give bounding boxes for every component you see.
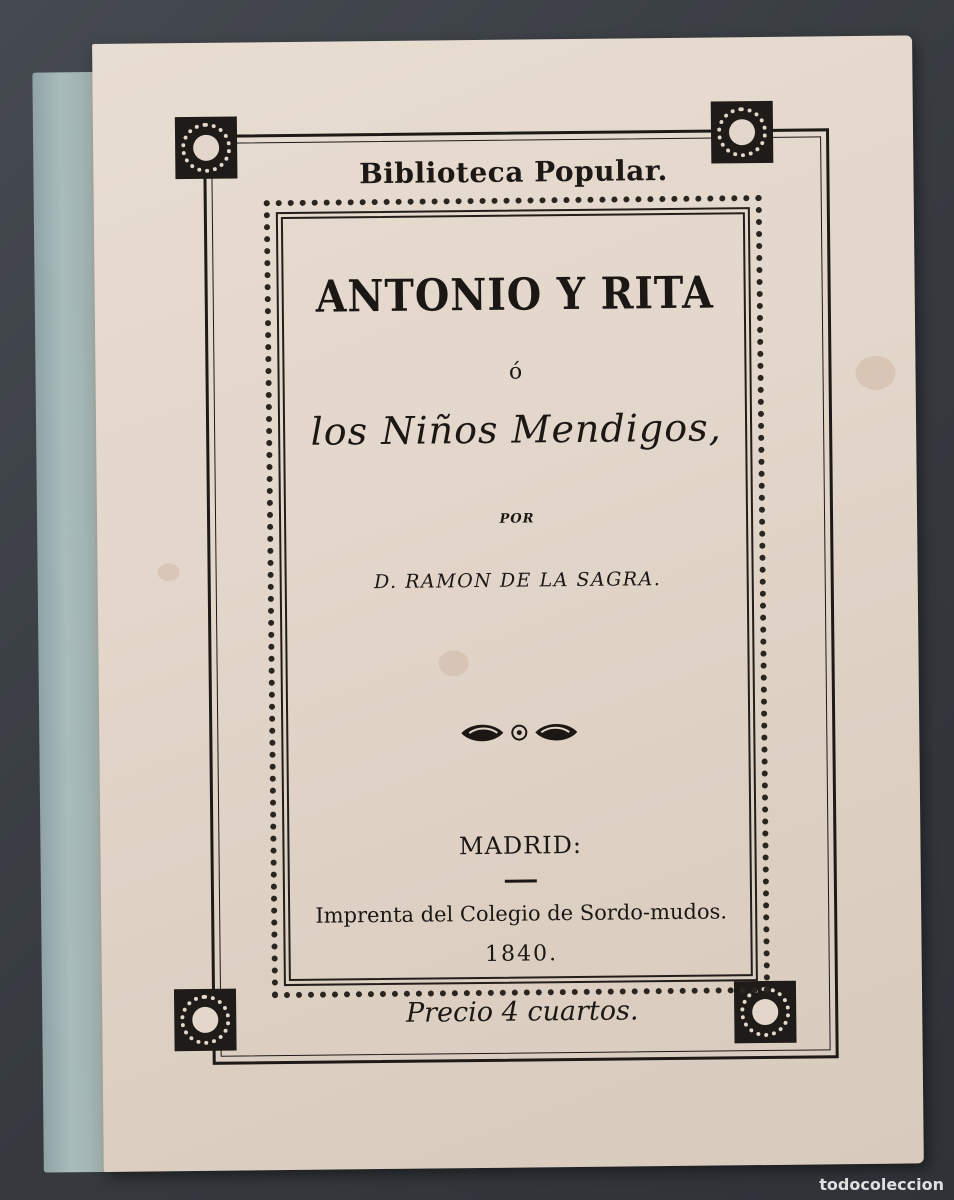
book-title: ANTONIO Y RITA bbox=[315, 267, 714, 323]
book bbox=[32, 35, 926, 1182]
price-label: Precio 4 cuartos. bbox=[405, 995, 639, 1029]
imprint-year: 1840. bbox=[484, 941, 559, 967]
stain bbox=[158, 563, 180, 581]
divider bbox=[505, 879, 537, 882]
imprint-city: MADRID: bbox=[458, 830, 583, 861]
byline-label: POR bbox=[499, 511, 535, 527]
book-subtitle: los Niños Mendigos, bbox=[310, 405, 722, 454]
series-band bbox=[223, 137, 804, 209]
series-title: Biblioteca Popular. bbox=[358, 154, 668, 191]
imprint-printer: Imprenta del Colegio de Sordo-mudos. bbox=[315, 899, 728, 928]
corner-medallion-bottom-left bbox=[174, 989, 237, 1052]
inner-ornamental-frame bbox=[276, 207, 758, 986]
price-band bbox=[232, 975, 813, 1051]
author-name: D. RAMON DE LA SAGRA. bbox=[373, 568, 662, 594]
title-conjunction: ó bbox=[508, 359, 523, 385]
book-cover bbox=[92, 35, 924, 1172]
stain bbox=[855, 356, 895, 390]
printers-ornament-icon bbox=[457, 719, 581, 746]
site-watermark: todocoleccion bbox=[819, 1175, 944, 1194]
